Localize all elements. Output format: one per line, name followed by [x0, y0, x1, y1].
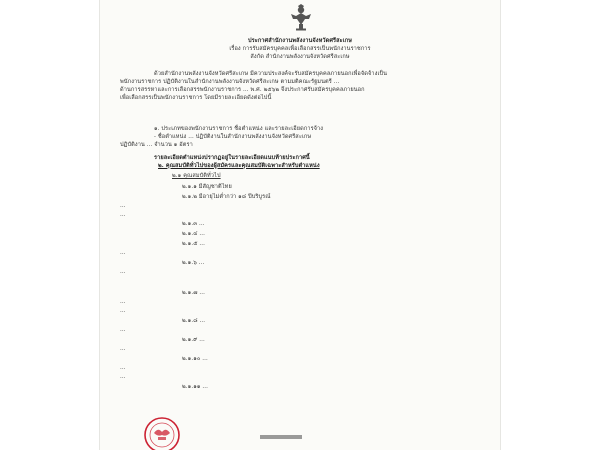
paragraph-line: ด้านการสรรหาและการเลือกสรรพนักงานราชการ ... พ.ศ. ๒๕๖๒ จึงประกาศรับสมัครบุคคลภายนอก	[120, 87, 365, 93]
qualification-line: ...	[120, 365, 126, 371]
qualification-line: ๒.๑.๒ มีอายุไม่ต่ำกว่า ๑๘ ปีบริบูรณ์	[182, 194, 271, 200]
qualification-line: ๒.๑.๑๑ ...	[182, 384, 209, 390]
document-title: ประกาศสำนักงานพลังงานจังหวัดศรีสะเกษ	[247, 38, 353, 44]
qualification-line: ๒.๑.๗ ...	[182, 290, 206, 296]
official-stamp-icon	[143, 416, 181, 450]
qualification-line: ๒.๑.๘ ...	[182, 318, 206, 324]
qualification-line: ...	[120, 203, 126, 209]
qualification-line: ๒.๑.๔ ...	[182, 231, 206, 237]
qualification-line: ...	[120, 299, 126, 305]
qualification-line: ...	[120, 374, 126, 380]
qualification-line: ...	[120, 212, 126, 218]
qualification-line: ...	[120, 250, 126, 256]
qualification-line: ๒.๑.๓ ...	[182, 221, 205, 227]
qualification-line: ๒.๑.๕ ...	[182, 241, 206, 247]
qualification-heading: ๒. คุณสมบัติทั่วไปของผู้สมัครและคุณสมบัติเฉพาะสำหรับตำแหน่ง	[158, 163, 320, 169]
qualification-line: ...	[120, 327, 126, 333]
paragraph-line: พนักงานราชการ ปฏิบัติงานในสำนักงานพลังงานจังหวัดศรีสะเกษ ตามมติคณะรัฐมนตรี ...	[120, 79, 340, 85]
qualification-line: ๒.๑.๙ ...	[182, 337, 205, 343]
qualification-line: ...	[120, 346, 126, 352]
document-subject: เรื่อง การรับสมัครบุคคลเพื่อเลือกสรรเป็นพนักงานราชการ	[229, 46, 371, 52]
qualification-line: ๒.๑.๑๐ ...	[182, 356, 208, 362]
document-page	[100, 0, 500, 450]
strikethrough-mark	[260, 435, 302, 439]
section-heading: ๑. ประเภทของพนักงานราชการ ชื่อตำแหน่ง และรายละเอียดการจ้าง	[154, 126, 324, 132]
qualification-line: ...	[120, 308, 126, 314]
section-line: ปฏิบัติงาน ... จำนวน ๑ อัตรา	[120, 142, 193, 148]
qualification-line: ๒.๑.๖ ...	[182, 260, 205, 266]
section-line: - ชื่อตำแหน่ง ... ปฏิบัติงานในสำนักงานพลังงานจังหวัดศรีสะเกษ	[154, 134, 312, 140]
qualification-line: ...	[120, 269, 126, 275]
garuda-emblem-icon	[288, 4, 314, 32]
paragraph-line: ด้วยสำนักงานพลังงานจังหวัดศรีสะเกษ มีความประสงค์จะรับสมัครบุคคลภายนอกเพื่อจัดจ้างเป็น	[154, 71, 388, 77]
paragraph-line: เพื่อเลือกสรรเป็นพนักงานราชการ โดยมีรายละเอียดดังต่อไปนี้	[120, 95, 272, 101]
qualification-line: ๒.๑ คุณสมบัติทั่วไป	[172, 173, 221, 179]
document-affiliation: สังกัด สำนักงานพลังงานจังหวัดศรีสะเกษ	[250, 54, 350, 60]
qualification-line: ๒.๑.๑ มีสัญชาติไทย	[182, 184, 232, 190]
attachment-note: รายละเอียดตำแหน่งปรากฏอยู่ในรายละเอียดแนบท้ายประกาศนี้	[154, 155, 310, 161]
